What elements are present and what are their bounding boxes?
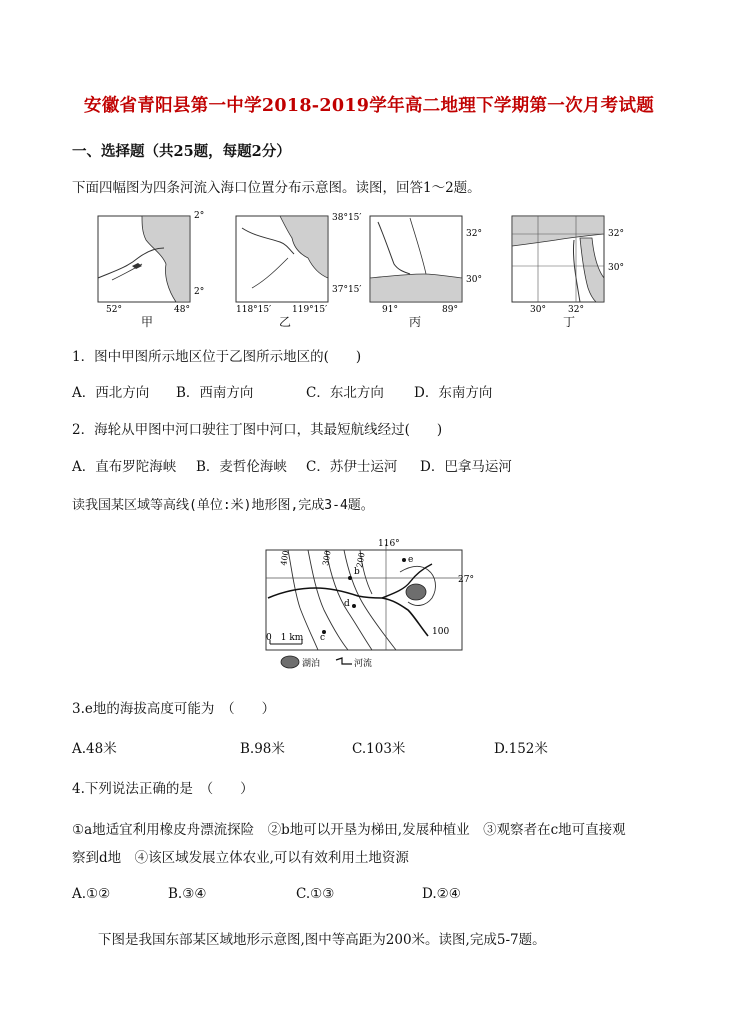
question-4-statement-line-1: ①a地适宜利用橡皮舟漂流探险 ②b地可以开垦为梯田,发展种植业 ③观察者在c地可直接观 — [72, 822, 626, 838]
page-title: 安徽省青阳县第一中学2018-2019学年高二地理下学期第一次月考试题 — [83, 96, 655, 116]
point-b: b — [354, 567, 360, 577]
question-2-option-b: B．麦哲伦海峡 — [196, 459, 287, 475]
question-4-option-a: A.①② — [72, 886, 111, 902]
legend-river: 河流 — [354, 659, 373, 669]
jia-lat-top: 2° — [194, 211, 205, 221]
question-3-option-b: B.98米 — [240, 741, 285, 757]
contour-label-100: 100 — [432, 627, 450, 637]
contour-label-400: 400 — [279, 549, 291, 567]
legend-lake: 湖泊 — [302, 659, 321, 669]
map-ding-label: 丁 — [562, 315, 575, 329]
jia-lat-bottom: 2° — [194, 287, 205, 297]
point-d: d — [344, 599, 350, 609]
section-heading: 一、选择题（共25题，每题2分） — [72, 143, 291, 160]
question-4-option-d: D.②④ — [422, 886, 461, 902]
jia-lon-left: 52° — [106, 305, 122, 315]
question-3-option-c: C.103米 — [352, 741, 406, 757]
ding-lat-mid: 30° — [608, 263, 624, 273]
map-bing-label: 丙 — [408, 315, 421, 329]
question-2-option-d: D．巴拿马运河 — [420, 459, 512, 475]
bing-lon-left: 91° — [382, 305, 398, 315]
ding-lon-left: 30° — [530, 305, 546, 315]
question-3-option-a: A.48米 — [72, 741, 117, 757]
intro-text-1: 下面四幅图为四条河流入海口位置分布示意图。读图，回答1～2题。 — [72, 180, 481, 196]
yi-lon-right: 119°15′ — [292, 305, 328, 315]
intro-text-3: 下图是我国东部某区域地形示意图,图中等高距为200米。读图,完成5-7题。 — [98, 932, 546, 948]
contour-label-200: 200 — [355, 551, 367, 569]
contour-label-300: 300 — [321, 549, 333, 567]
question-3-stem: 3.e地的海拔高度可能为 （ ） — [72, 701, 276, 717]
bing-lat-top: 32° — [466, 229, 482, 239]
scale-label: 0 1 km — [266, 633, 304, 643]
point-c: c — [320, 633, 326, 643]
bing-lat-bottom: 30° — [466, 275, 482, 285]
map-yi — [236, 213, 361, 315]
question-3-option-d: D.152米 — [494, 741, 548, 757]
question-4-option-c: C.①③ — [296, 886, 335, 902]
point-e: e — [408, 555, 414, 565]
map-bing — [370, 216, 482, 315]
question-4-stem: 4.下列说法正确的是 （ ） — [72, 781, 254, 797]
question-2-stem: 2．海轮从甲图中河口驶往丁图中河口，其最短航线经过( ) — [72, 422, 443, 438]
question-1-option-b: B．西南方向 — [176, 385, 254, 401]
map-jia — [98, 211, 204, 315]
map-ding — [512, 216, 624, 315]
question-1-stem: 1．图中甲图所示地区位于乙图所示地区的( ) — [72, 349, 362, 365]
yi-lat-top: 38°15′ — [332, 213, 362, 223]
intro-text-2: 读我国某区域等高线(单位:米)地形图,完成3-4题。 — [72, 498, 374, 513]
question-4-statement-line-2: 察到d地 ④该区域发展立体农业,可以有效利用土地资源 — [72, 850, 409, 866]
map-yi-label: 乙 — [278, 315, 291, 329]
contour-map — [258, 536, 474, 672]
jia-lon-right: 48° — [174, 305, 190, 315]
yi-lon-left: 118°15′ — [236, 305, 272, 315]
map-jia-label: 甲 — [140, 315, 153, 329]
question-1-option-a: A．西北方向 — [72, 385, 150, 401]
ding-lon-right: 32° — [568, 305, 584, 315]
question-2-option-c: C．苏伊士运河 — [306, 459, 398, 475]
ding-lat-top: 32° — [608, 229, 624, 239]
question-1-option-c: C．东北方向 — [306, 385, 384, 401]
contour-lon-label: 116° — [378, 539, 400, 549]
question-1-option-d: D．东南方向 — [414, 385, 493, 401]
bing-lon-right: 89° — [442, 305, 458, 315]
contour-lat-label: 27° — [458, 575, 474, 585]
estuary-maps — [72, 208, 632, 328]
yi-lat-bottom: 37°15′ — [332, 285, 362, 295]
question-4-option-b: B.③④ — [168, 886, 207, 902]
question-2-option-a: A．直布罗陀海峡 — [72, 459, 177, 475]
